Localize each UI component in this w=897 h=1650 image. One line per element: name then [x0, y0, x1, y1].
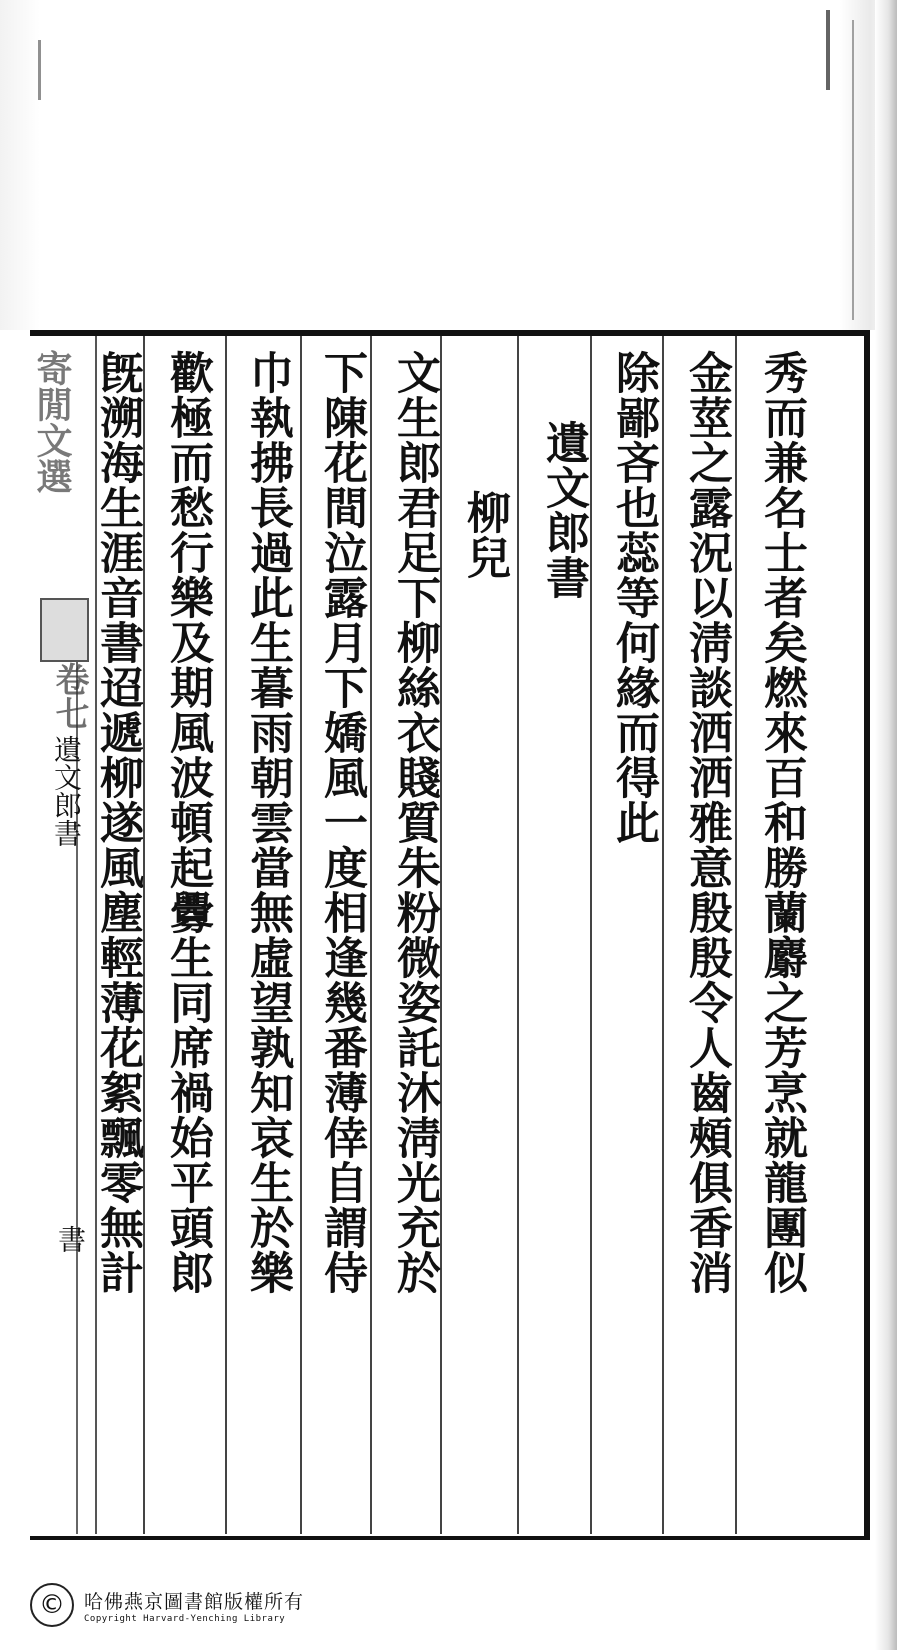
- fold-book-title: 寄閒文選: [31, 350, 73, 494]
- text-column: 下陳花間泣露月下嬌風一度相逢幾番薄倖自謂侍: [316, 350, 367, 1295]
- text-column: 除鄙吝也蕊等何緣而得此: [608, 350, 659, 845]
- column-rule: [662, 336, 664, 1534]
- column-rule: [225, 336, 227, 1534]
- page-frame: [30, 330, 870, 1540]
- letter-author: 柳兒: [459, 490, 510, 580]
- column-rule: [370, 336, 372, 1534]
- column-rule: [735, 336, 737, 1534]
- column-rule: [517, 336, 519, 1534]
- text-column: 巾執拂長過此生暮雨朝雲當無虛望孰知哀生於樂: [242, 350, 293, 1295]
- copyright-english: Copyright Harvard-Yenching Library: [84, 1613, 286, 1624]
- fold-fish-tail: [40, 598, 89, 662]
- text-column: 歡極而愁行樂及期風波頓起釁生同席禍始平頭郎: [162, 350, 213, 1295]
- column-rule: [300, 336, 302, 1534]
- upper-page-margin: [0, 0, 897, 330]
- copyright-text: 哈佛燕京圖書館版權所有: [84, 1590, 305, 1613]
- scan-edge: [875, 0, 897, 1650]
- fold-category: 書: [54, 1225, 87, 1253]
- text-column: 秀而兼名士者矣燃來百和勝蘭麝之芳烹就龍團似: [756, 350, 807, 1295]
- fold-section-title: 遺文郎書: [50, 735, 83, 847]
- letter-title: 遺文郎書: [538, 420, 589, 600]
- text-column: 金莖之露況以淸談洒洒雅意殷殷令人齒頰俱香消: [681, 350, 732, 1295]
- fold-juan-label: 卷七: [49, 662, 89, 730]
- text-column: 旣溯海生涯音書迢遞柳遂風塵輕薄花絮飄零無計: [92, 350, 143, 1295]
- copyright-notice: [30, 1580, 304, 1630]
- text-column: 文生郎君足下柳絲衣賤質朱粉微姿託沐淸光充於: [389, 350, 440, 1295]
- copyright-icon: ©: [30, 1583, 74, 1627]
